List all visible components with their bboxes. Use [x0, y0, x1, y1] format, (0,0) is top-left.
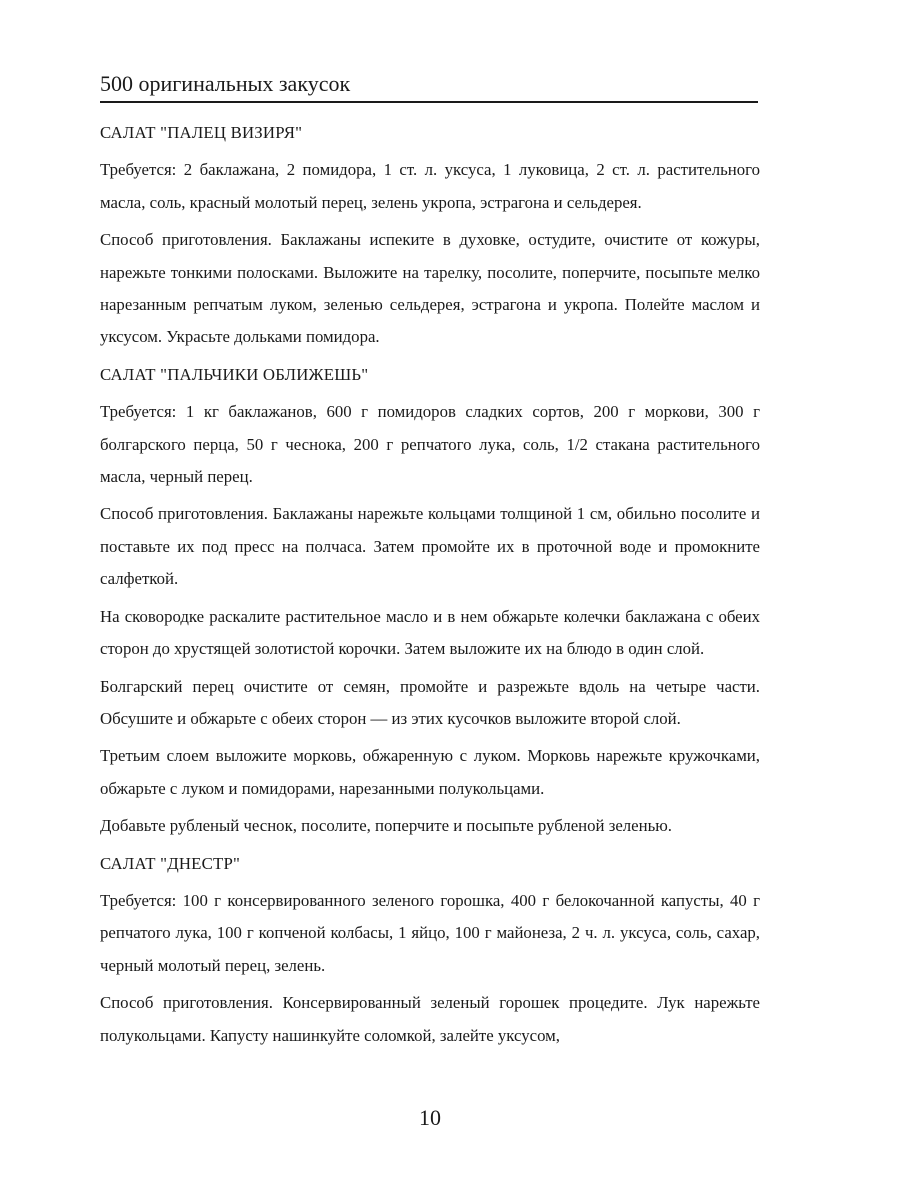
recipe-method: Способ приготовления. Баклажаны испеките в духовке, остудите, очистите от кожуры, нарежьте тонкими полосками. Выложите на тарелку, посолите, поперчите, посыпьте мелко нарезанным репчатым луком, зеленью сельдерея, эстрагона и укропа. Полейте маслом и уксусом. Украсьте дольками помидора.: [100, 230, 760, 347]
recipe-ingredients: Требуется: 1 кг баклажанов, 600 г помидоров сладких сортов, 200 г моркови, 300 г болгарского перца, 50 г чеснока, 200 г репчатого лука, соль, 1/2 стакана растительного масла, черный перец.: [100, 402, 760, 487]
recipe-step: Болгарский перец очистите от семян, промойте и разрежьте вдоль на четыре части. Обсушите и обжарьте с обеих сторон — из этих кусочков выложите второй слой.: [100, 676, 760, 728]
recipe-title: САЛАТ "ДНЕСТР": [100, 853, 241, 873]
recipe-step: На сковородке раскалите растительное масло и в нем обжарьте колечки баклажана с обеих сторон до хрустящей золотистой корочки. Затем выложите их на блюдо в один слой.: [100, 606, 760, 659]
book-page: [100, 0, 760, 1200]
recipe-method: Способ приготовления. Консервированный зеленый горошек процедите. Лук нарежьте полукольцами. Капусту нашинкуйте соломкой, залейте уксусом,: [100, 993, 760, 1045]
recipe-title: САЛАТ "ПАЛЕЦ ВИЗИРЯ": [100, 123, 303, 142]
recipe-ingredients: Требуется: 2 баклажана, 2 помидора, 1 ст. л. уксуса, 1 луковица, 2 ст. л. растительного масла, соль, красный молотый перец, зелень укропа, эстрагона и сельдерея.: [100, 160, 760, 212]
recipe-ingredients: Требуется: 100 г консервированного зеленого горошка, 400 г белокочанной капусты, 40 г репчатого лука, 100 г копченой колбасы, 1 яйцо, 100 г майонеза, 2 ч. л. уксуса, соль, сахар, черный молотый перец, зелень.: [100, 890, 760, 975]
recipe-title: САЛАТ "ПАЛЬЧИКИ ОБЛИЖЕШЬ": [100, 364, 369, 384]
recipe-method: Способ приготовления. Баклажаны нарежьте кольцами толщиной 1 см, обильно посолите и поставьте их под пресс на полчаса. Затем промойте их в проточной воде и промокните салфеткой.: [100, 504, 760, 589]
page-number: 10: [419, 1105, 441, 1130]
recipe-step: Добавьте рубленый чеснок, посолите, поперчите и посыпьте рубленой зеленью.: [100, 816, 672, 836]
running-header: 500 оригинальных закусок: [100, 70, 758, 103]
page-content: [100, 117, 760, 1057]
recipe-step: Третьим слоем выложите морковь, обжаренную с луком. Морковь нарежьте кружочками, обжарьте с луком и помидорами, нарезанными полукольцами.: [100, 746, 760, 798]
